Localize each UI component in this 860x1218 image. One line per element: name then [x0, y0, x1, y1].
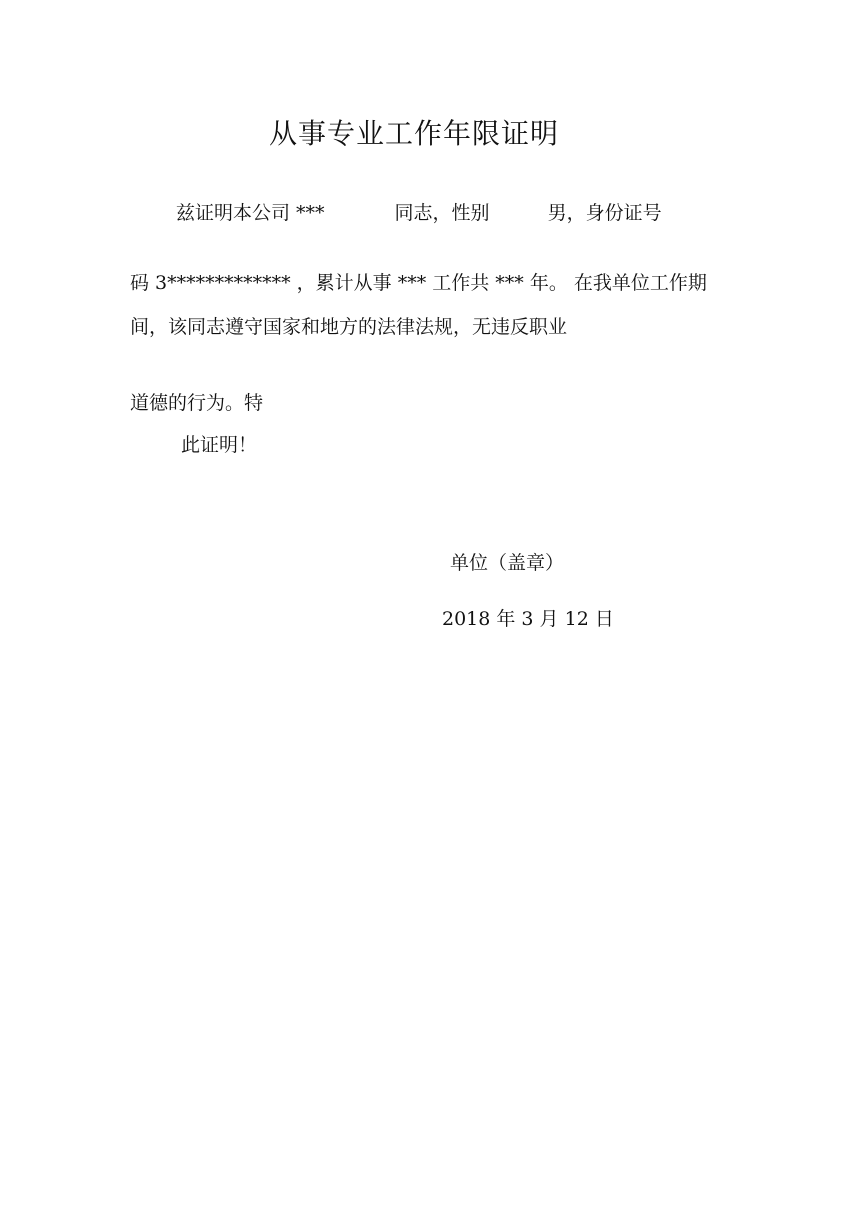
- body-line-3: 间，该同志遵守国家和地方的法律法规，无违反职业: [130, 316, 568, 338]
- line1-gender-text: 同志，性别: [394, 202, 490, 224]
- body-line-2: 码 3************* ，累计从事 *** 工作共 *** 年。 在我单位工作期: [130, 272, 707, 294]
- seal-label: 单位（盖章）: [450, 552, 565, 574]
- document-title: 从事专业工作年限证明: [268, 117, 559, 150]
- line1-id-text: 男，身份证号: [547, 202, 662, 224]
- body-line-4: 道德的行为。特: [130, 392, 264, 414]
- line1-company-text: 兹证明本公司 ***: [176, 202, 325, 224]
- issue-date: 2018 年 3 月 12 日: [442, 608, 614, 630]
- body-line-1: [176, 200, 662, 226]
- body-line-5: 此证明！: [181, 434, 258, 456]
